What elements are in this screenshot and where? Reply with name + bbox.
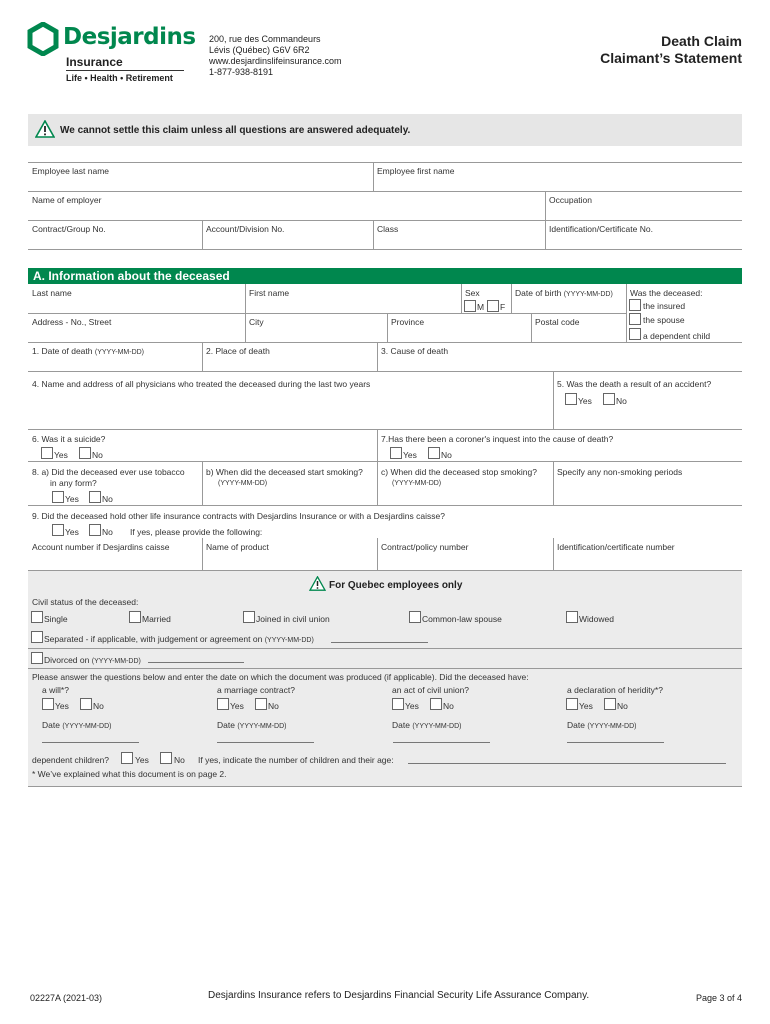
product-name-field[interactable]: Name of product bbox=[206, 542, 269, 552]
union-yes-checkbox[interactable] bbox=[392, 698, 404, 710]
rule bbox=[377, 461, 378, 505]
certificate-number-field[interactable]: Identification/certificate number bbox=[557, 542, 675, 552]
marriage-contract-label: a marriage contract? bbox=[217, 685, 295, 695]
q5-label: 5. Was the death a result of an accident? bbox=[557, 379, 712, 389]
sex-label: Sex bbox=[465, 288, 480, 298]
quebec-instructions: Please answer the questions below and enter the date on which the document was produced (if applicable). Did the deceased have: bbox=[32, 672, 529, 682]
rule bbox=[202, 461, 203, 505]
rule bbox=[377, 429, 378, 461]
civil-union-act-label: an act of civil union? bbox=[392, 685, 470, 695]
rule bbox=[245, 284, 246, 313]
rule bbox=[553, 371, 554, 429]
q5-no-checkbox[interactable] bbox=[603, 393, 615, 405]
sex-f-label: F bbox=[500, 302, 506, 312]
rule bbox=[461, 284, 462, 313]
civil-union-checkbox[interactable] bbox=[243, 611, 255, 623]
children-count-label: If yes, indicate the number of children and their age: bbox=[198, 755, 394, 765]
address-line: 200, rue des Commandeurs bbox=[209, 34, 321, 44]
form-title-line1: Death Claim bbox=[661, 33, 742, 49]
divorced-label bbox=[44, 655, 141, 665]
rule bbox=[553, 461, 554, 505]
section-a-header: A. Information about the deceased bbox=[28, 268, 742, 284]
will-label: a will*? bbox=[42, 685, 69, 695]
civil-union-label: Joined in civil union bbox=[256, 614, 330, 624]
rule bbox=[28, 191, 742, 192]
q7-no-label: No bbox=[441, 450, 452, 460]
q1-label: 1. Date of death bbox=[32, 346, 93, 356]
heridity-date-label bbox=[567, 720, 636, 730]
will-yes-checkbox[interactable] bbox=[42, 698, 54, 710]
rule bbox=[28, 220, 742, 221]
q9-no-checkbox[interactable] bbox=[89, 524, 101, 536]
rule bbox=[245, 313, 246, 342]
q7-no-checkbox[interactable] bbox=[428, 447, 440, 459]
insured-label: the insured bbox=[643, 301, 686, 311]
was-deceased-label: Was the deceased: bbox=[630, 288, 703, 298]
brand-name: Desjardins bbox=[63, 24, 196, 50]
cause-of-death-field[interactable]: 3. Cause of death bbox=[381, 346, 449, 356]
date-format: (YYYY-MM-DD) bbox=[62, 723, 112, 730]
form-title bbox=[600, 33, 742, 67]
footnote: * We’ve explained what this document is on page 2. bbox=[32, 769, 227, 779]
q7-yes-label: Yes bbox=[403, 450, 417, 460]
q1-format: (YYYY-MM-DD) bbox=[94, 349, 145, 356]
marriage-date-input[interactable] bbox=[217, 742, 314, 743]
heridity-no-label: No bbox=[617, 701, 628, 711]
date-text: Date bbox=[392, 720, 410, 730]
single-label: Single bbox=[44, 614, 68, 624]
rule bbox=[28, 505, 742, 506]
rule bbox=[28, 249, 742, 250]
address-line: Lévis (Québec) G6V 6R2 bbox=[209, 45, 310, 55]
will-no-label: No bbox=[93, 701, 104, 711]
divorced-format: (YYYY-MM-DD) bbox=[91, 658, 141, 665]
date-format: (YYYY-MM-DD) bbox=[412, 723, 462, 730]
q8a-yes-checkbox[interactable] bbox=[52, 491, 64, 503]
page-number: Page 3 of 4 bbox=[695, 993, 742, 1003]
marriage-no-label: No bbox=[268, 701, 279, 711]
city-field[interactable]: City bbox=[249, 317, 264, 327]
physicians-field[interactable]: 4. Name and address of all physicians who treated the deceased during the last two years bbox=[32, 379, 371, 389]
q6-no-label: No bbox=[92, 450, 103, 460]
start-smoking-format: (YYYY-MM-DD) bbox=[218, 480, 268, 487]
non-smoking-periods-field[interactable]: Specify any non-smoking periods bbox=[557, 467, 683, 477]
widowed-checkbox[interactable] bbox=[566, 611, 578, 623]
q5-yes-checkbox[interactable] bbox=[565, 393, 577, 405]
address-line: 1-877-938-8191 bbox=[209, 67, 274, 77]
province-field[interactable]: Province bbox=[391, 317, 425, 327]
rule bbox=[545, 220, 546, 249]
rule bbox=[28, 313, 626, 314]
rule bbox=[28, 570, 742, 571]
will-no-checkbox[interactable] bbox=[80, 698, 92, 710]
heridity-yes-label: Yes bbox=[579, 701, 593, 711]
warning-text: We cannot settle this claim unless all questions are answered adequately. bbox=[60, 125, 411, 136]
married-checkbox[interactable] bbox=[129, 611, 141, 623]
rule bbox=[553, 538, 554, 570]
dependent-children-label: dependent children? bbox=[32, 755, 110, 765]
deceased-address-field[interactable]: Address - No., Street bbox=[32, 317, 112, 327]
divorced-date-input[interactable] bbox=[148, 662, 244, 663]
address-line: www.desjardinslifeinsurance.com bbox=[209, 56, 342, 66]
brand-sub: Insurance bbox=[66, 55, 123, 69]
deceased-last-name-field[interactable]: Last name bbox=[32, 288, 72, 298]
union-yes-label: Yes bbox=[405, 701, 419, 711]
company-address bbox=[209, 34, 342, 78]
rule bbox=[28, 371, 742, 372]
common-law-checkbox[interactable] bbox=[409, 611, 421, 623]
rule bbox=[28, 461, 742, 462]
union-no-label: No bbox=[443, 701, 454, 711]
start-smoking-field[interactable]: b) When did the deceased start smoking? bbox=[206, 467, 363, 477]
employee-last-name-field[interactable]: Employee last name bbox=[32, 166, 110, 176]
warning-icon bbox=[309, 576, 326, 591]
q8a-no-checkbox[interactable] bbox=[89, 491, 101, 503]
heridity-date-input[interactable] bbox=[567, 742, 664, 743]
civil-status-label: Civil status of the deceased: bbox=[32, 597, 139, 607]
q9-yes-checkbox[interactable] bbox=[52, 524, 64, 536]
sex-f-checkbox[interactable] bbox=[487, 300, 499, 312]
sex-m-label: M bbox=[477, 302, 485, 312]
heridity-yes-checkbox[interactable] bbox=[566, 698, 578, 710]
date-format: (YYYY-MM-DD) bbox=[237, 723, 287, 730]
date-text: Date bbox=[42, 720, 60, 730]
spouse-checkbox[interactable] bbox=[629, 313, 641, 325]
q6-label: 6. Was it a suicide? bbox=[32, 434, 106, 444]
separated-date-input[interactable] bbox=[331, 642, 428, 643]
rule bbox=[531, 313, 532, 342]
occupation-field[interactable]: Occupation bbox=[549, 195, 592, 205]
deceased-first-name-field[interactable]: First name bbox=[249, 288, 290, 298]
dob-label: Date of birth bbox=[515, 288, 562, 298]
rule bbox=[626, 284, 627, 342]
marriage-yes-label: Yes bbox=[230, 701, 244, 711]
policy-number-field[interactable]: Contract/policy number bbox=[381, 542, 469, 552]
rule bbox=[28, 786, 742, 787]
employer-field[interactable]: Name of employer bbox=[32, 195, 102, 205]
q8a-yes-label: Yes bbox=[65, 494, 79, 504]
dependent-no-checkbox[interactable] bbox=[160, 752, 172, 764]
stop-smoking-format: (YYYY-MM-DD) bbox=[392, 480, 442, 487]
separated-text: Separated - if applicable, with judgement or agreement on bbox=[44, 634, 263, 644]
warning-icon bbox=[35, 120, 55, 138]
rule bbox=[373, 220, 374, 249]
logo-divider bbox=[66, 70, 184, 71]
q8a-line2: in any form? bbox=[50, 478, 97, 488]
q6-no-checkbox[interactable] bbox=[79, 447, 91, 459]
marriage-yes-checkbox[interactable] bbox=[217, 698, 229, 710]
account-division-field[interactable]: Account/Division No. bbox=[206, 224, 285, 234]
rule bbox=[28, 162, 742, 163]
employee-first-name-field[interactable]: Employee first name bbox=[377, 166, 455, 176]
widowed-label: Widowed bbox=[579, 614, 614, 624]
q9-yes-label: Yes bbox=[65, 527, 79, 537]
common-law-label: Common-law spouse bbox=[422, 614, 502, 624]
stop-smoking-field[interactable]: c) When did the deceased stop smoking? bbox=[381, 467, 537, 477]
heridity-no-checkbox[interactable] bbox=[604, 698, 616, 710]
q6-yes-checkbox[interactable] bbox=[41, 447, 53, 459]
date-of-death-field[interactable] bbox=[32, 346, 144, 356]
rule bbox=[28, 342, 742, 343]
rule bbox=[202, 342, 203, 371]
date-format: (YYYY-MM-DD) bbox=[587, 723, 637, 730]
warning-banner bbox=[28, 114, 742, 146]
date-text: Date bbox=[567, 720, 585, 730]
single-checkbox[interactable] bbox=[31, 611, 43, 623]
rule bbox=[387, 313, 388, 342]
insured-checkbox[interactable] bbox=[629, 299, 641, 311]
q7-yes-checkbox[interactable] bbox=[390, 447, 402, 459]
will-yes-label: Yes bbox=[55, 701, 69, 711]
separated-checkbox[interactable] bbox=[31, 631, 43, 643]
dependent-child-checkbox[interactable] bbox=[629, 328, 641, 340]
contract-group-field[interactable]: Contract/Group No. bbox=[32, 224, 106, 234]
q8a-line1: 8. a) Did the deceased ever use tobacco bbox=[32, 467, 185, 477]
brand-tagline: Life • Health • Retirement bbox=[66, 73, 173, 83]
caisse-account-field[interactable]: Account number if Desjardins caisse bbox=[32, 542, 170, 552]
rule bbox=[28, 429, 742, 430]
union-date-input[interactable] bbox=[393, 742, 490, 743]
children-count-input[interactable] bbox=[408, 763, 726, 764]
q6-yes-label: Yes bbox=[54, 450, 68, 460]
q5-yes-label: Yes bbox=[578, 396, 592, 406]
spouse-label: the spouse bbox=[643, 315, 685, 325]
rule bbox=[373, 162, 374, 191]
marriage-date-label bbox=[217, 720, 286, 730]
q8a-label bbox=[32, 467, 185, 489]
form-title-line2: Claimant’s Statement bbox=[600, 50, 742, 66]
divorced-text: Divorced on bbox=[44, 655, 90, 665]
sex-m-checkbox[interactable] bbox=[464, 300, 476, 312]
legal-statement: Desjardins Insurance refers to Desjardins Financial Security Life Assurance Company. bbox=[208, 990, 590, 1001]
rule bbox=[377, 538, 378, 570]
rule bbox=[28, 668, 742, 669]
identification-field[interactable]: Identification/Certificate No. bbox=[549, 224, 653, 234]
date-of-birth-field[interactable] bbox=[515, 288, 613, 298]
union-no-checkbox[interactable] bbox=[430, 698, 442, 710]
dependent-no-label: No bbox=[174, 755, 185, 765]
form-code: 02227A (2021-03) bbox=[30, 993, 103, 1003]
dob-format: (YYYY-MM-DD) bbox=[563, 291, 613, 298]
q5-no-label: No bbox=[616, 396, 627, 406]
separated-label bbox=[44, 634, 314, 644]
q8a-no-label: No bbox=[102, 494, 113, 504]
rule bbox=[511, 284, 512, 313]
date-text: Date bbox=[217, 720, 235, 730]
rule bbox=[377, 342, 378, 371]
divorced-checkbox[interactable] bbox=[31, 652, 43, 664]
q7-label: 7.Has there been a coroner's inquest into the cause of death? bbox=[381, 434, 614, 444]
class-field[interactable]: Class bbox=[377, 224, 399, 234]
married-label: Married bbox=[142, 614, 171, 624]
rule bbox=[545, 191, 546, 220]
dependent-child-label: a dependent child bbox=[643, 331, 711, 341]
marriage-no-checkbox[interactable] bbox=[255, 698, 267, 710]
separated-format: (YYYY-MM-DD) bbox=[264, 637, 314, 644]
will-date-input[interactable] bbox=[42, 742, 139, 743]
rule bbox=[28, 648, 742, 649]
postal-code-field[interactable]: Postal code bbox=[535, 317, 580, 327]
q9-if-yes-label: If yes, please provide the following: bbox=[130, 527, 263, 537]
rule bbox=[202, 538, 203, 570]
will-date-label bbox=[42, 720, 111, 730]
q9-label: 9. Did the deceased hold other life insurance contracts with Desjardins Insurance or with a Desjardins caisse? bbox=[32, 511, 445, 521]
q9-no-label: No bbox=[102, 527, 113, 537]
heridity-label: a declaration of heridity*? bbox=[567, 685, 663, 695]
dependent-yes-checkbox[interactable] bbox=[121, 752, 133, 764]
place-of-death-field[interactable]: 2. Place of death bbox=[206, 346, 270, 356]
quebec-title: For Quebec employees only bbox=[329, 580, 463, 591]
dependent-yes-label: Yes bbox=[135, 755, 149, 765]
rule bbox=[202, 220, 203, 249]
union-date-label bbox=[392, 720, 461, 730]
desjardins-logo-icon bbox=[27, 22, 59, 56]
